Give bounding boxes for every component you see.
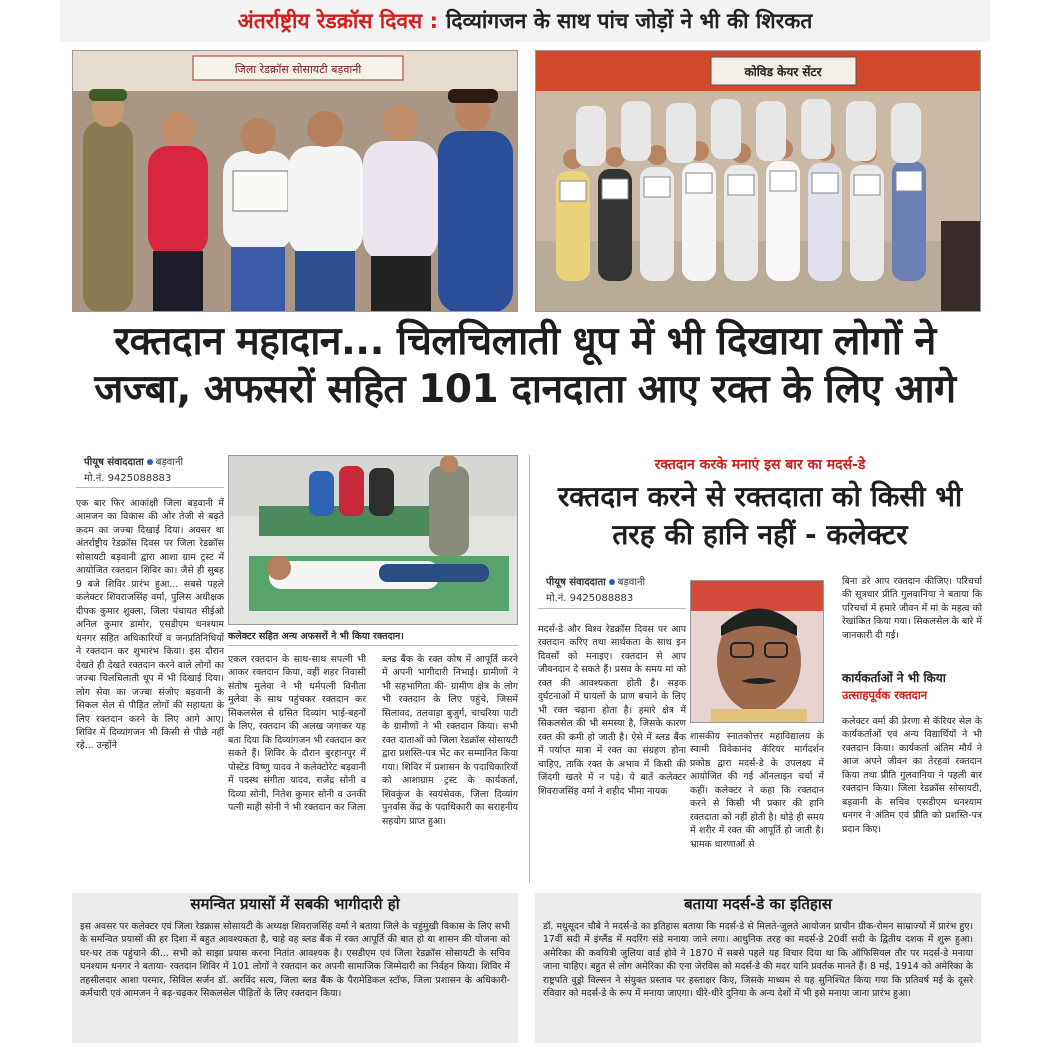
photo2-banner-text: कोविड केयर सेंटर	[744, 65, 822, 79]
article1-byline-mobile: मो.नं. 9425088883	[84, 472, 172, 484]
article2-column-3a: बिना डरे आप रक्तदान कीजिए। परिचर्चा की सूत्रधार प्रीति गुलवानिया ने बताया कि परिचर्चा में हमारे जीवन में मां के महत्व को रेखांकित किया गया। सिकलसेल के बारे में जानकारी दी गई।	[842, 576, 982, 641]
article2-column-1: मदर्स-डे और विश्व रेडक्रॉस दिवस पर आप रक्तदान करिए तथा सार्थकता के साथ इन दिवसों को मनाइए। रक्तदान से आप जीवनदान दे सकते हैं। प्रसव के समय मां को रक्त की आवश्यकता होती है। सड़क दुर्घटनाओं में घायलों के प्राण बचाने के लिए भी रक्त चढ़ाना होता है। हमारे क्षेत्र में सिकलसेल की भी समस्या है, जिसके कारण रक्त की कमी हो जाती है। ऐसे में ब्लड बैंक में पर्याप्त मात्रा में रक्त का संग्रहण होना चाहिए, ताकि रक्त के अभाव में किसी की जिंदगी खतरे में न पड़े। ये बातें कलेक्टर शिवराजसिंह वर्मा ने शहीद भीमा नायक	[538, 624, 686, 797]
article2-byline-place: बड़वानी	[617, 577, 646, 588]
article2-byline-mobile: मो.नं. 9425088883	[546, 592, 634, 604]
photo-blood-donation	[228, 455, 518, 625]
subhead-line-2: उत्साहपूर्वक रक्तदान	[842, 687, 928, 702]
byline-dot-icon	[609, 579, 615, 585]
section-kicker	[60, 0, 990, 42]
photo-caption: कलेक्टर सहित अन्य अफसरों ने भी किया रक्तदान।	[228, 631, 404, 642]
article1-byline	[84, 455, 224, 486]
kicker-lead: अंतर्राष्ट्रीय रेडक्रॉस दिवस :	[237, 9, 438, 33]
article2-byline-name: पीयूष संवाददाता	[546, 577, 606, 588]
article2-kicker: रक्तदान करके मनाएं इस बार का मदर्स-डे	[654, 457, 866, 473]
byline-divider	[538, 608, 686, 609]
photo1-banner-text: जिला रेडक्रॉस सोसायटी बड़वानी	[234, 63, 362, 76]
article2-column-2: शासकीय स्नातकोत्तर महाविद्यालय के स्वामी विवेकानंद कॅरियर मार्गदर्शन प्रकोष्ठ द्वारा मदर्स-डे के उपलक्ष्य में आयोजित की गई ऑनलाइन चर्चा में कहीं। कलेक्टर ने कहा कि रक्तदान करने से किसी भी प्रकार की हानि रक्तदाता को नहीं होती है। थोड़े ही समय में शरीर में रक्त की आपूर्ति हो जाती है। भ्रामक धारणाओं से	[690, 731, 824, 850]
article1-column-3: ब्लड बैंक के रक्त कोष में आपूर्ति करने में अपनी भागीदारी निभाई। ग्रामीणों ने भी सहभागिता की- ग्रामीण क्षेत्र के लोग भी रक्तदान के लिए पहुंचे, जिसमें सिलावद, तलवाड़ा बुजुर्ग, चाचरिया पाटी के ग्रामीणों ने भी रक्तदान किया। सभी रक्त दाताओं को जिला रेडक्रॉस सोसायटी द्वारा प्रशस्ति-पत्र भेंट कर सम्मानित किया गया। शिविर में प्रशासन के पदाधिकारियों को आशाग्राम ट्रस्ट के कार्यकर्ता, शिवकुंज के स्वयंसेवक, जिला दिव्यांग पुनर्वास केंद्र के पदाधिकारी का सराहनीय सहयोग प्राप्त हुआ।	[382, 654, 518, 827]
box2-title: बताया मदर्स-डे का इतिहास	[684, 895, 832, 913]
box1-title: समन्वित प्रयासों में सबकी भागीदारी हो	[190, 895, 400, 913]
byline-dot-icon	[147, 459, 153, 465]
photo-collector-portrait	[690, 580, 824, 723]
caption-divider	[228, 645, 518, 646]
article1-column-1: एक बार फिर आकांक्षी जिला बड़वानी में आमजन का विकास की ओर तेजी से बढ़ते कदम का जज्बा दिखाई दिया। अवसर था अंतर्राष्ट्रीय रेडक्रॉस दिवस पर जिला रेडक्रॉस सोसायटी बड़वानी द्वारा आशा ग्राम ट्रस्ट में आयोजित रक्तदान शिविर का। जैसे ही सुबह 9 बजे शिविर प्रारंभ हुआ... सबसे पहले कलेक्टर शिवराजसिंह वर्मा, पुलिस अधीक्षक दीपक कुमार शुक्ला, जिला पंचायत सीईओ अनिल कुमार डामोर, एसडीएम धनश्याम धनगर सहित अधिकारियों व जनप्रतिनिधियों ने रक्तदान कर शुभारंभ किया। इस दौरान देखते ही देखते रक्तदान करने वाले लोगों का जज्बा चिलचिलाती धूप में भी दिखाई दिया। लोग सेवा का जज्बा संजोए बड़वानी के सिकल सेल से पीड़ित लोगों की सहायता के लिए रक्तदान करने के लिए आगे आए। शिविर में दिव्यांगजन भी किसी से पीछे नहीं रहे... उन्होंने	[76, 498, 224, 752]
photo-group-covid-care-centre	[535, 50, 981, 312]
photo-certificate-ceremony	[72, 50, 518, 312]
article1-column-2: एकल रक्तदान के साथ-साथ सपत्नी भी आकर रक्तदान किया, वहीं शहर निवासी संतोष मुलेवा ने भी धर्मपत्नी विनीता मुलेवा के साथ पहुंचकर रक्तदान कर सिकलसेल से ग्रसित दिव्यांग भाई-बहनों के लिए, रक्तदान की अलख जगाकर यह बता दिया कि दिव्यांगजन भी रक्तदान कर सकते हैं। शिविर के दौरान बुरहानपुर में पोस्टेड विष्णु यादव ने कलेक्टोरेट बड़वानी में पदस्थ संगीता यादव, राजेंद्र सोनी व दिव्या सोनी, नितेश कुमार सोनी व उनकी पत्नी माही सोनी ने भी रक्तदान कर जिला	[228, 654, 366, 814]
article2-subhead	[842, 670, 982, 703]
box1-body: इस अवसर पर कलेक्टर एवं जिला रेडक्रास सोसायटी के अध्यक्ष शिवराजसिंह वर्मा ने बताया जिले के चहुंमुखी विकास के लिए सभी के समन्वित प्रयासों की हर दिशा में बहुत आवश्यकता है, चाहे वह ब्लड बैंक में रक्त आपूर्ति की बात हो या शासन की योजना को घर-घर तक पहुंचाने की... सभी को साझा प्रयास करना नितांत आवश्यक है। एसडीएम एवं जिला रेडक्रॉस सोसायटी के सचिव घनश्याम धनगर ने बताया- रक्तदान शिविर में 101 लोगों ने रक्तदान कर अपनी सामाजिक जिम्मेदारी का निर्वहन किया। शिविर में तहसीलदार आशा परमार, सिविल सर्जन डॉ. अरविंद सत्य, जिला ब्लड बैंक के पैरामेडिकल स्टॉफ, जिला प्रशासन के अधिकारी-कर्मचारी एवं आमजन ने बढ़-चढ़कर सिकलसेल पीड़ितों के लिए रक्तदान किया।	[80, 921, 510, 1000]
main-headline	[70, 318, 980, 414]
article2-column-3b: कलेक्टर वर्मा की प्रेरणा से कॅरियर सेल के कार्यकर्ताओं एवं अन्य विद्यार्थियों ने भी रक्तदान किया। कार्यकर्ता अंतिम मौर्य ने आज अपने जीवन का तेरहवां रक्तदान किया तथा प्रीति गुलवानिया ने पहली बार रक्तदान किया। जिला रेडक्रॉस सोसायटी, बड़वानी के सचिव एसडीएम धनश्याम धनगर ने अंतिम एवं प्रीति को प्रशस्ति-पत्र प्रदान किए।	[842, 716, 982, 835]
headline-line-2: जज्बा, अफसरों सहित 101 दानदाता आए रक्त के लिए आगे	[94, 366, 956, 412]
article2-byline	[546, 575, 686, 606]
kicker-text: दिव्यांगजन के साथ पांच जोड़ों ने भी की शिरकत	[445, 9, 813, 33]
article1-byline-place: बड़वानी	[155, 457, 184, 468]
headline-line-1: रक्तदान महादान... चिलचिलाती धूप में भी दिखाया लोगों ने	[114, 319, 936, 364]
byline-divider	[76, 487, 224, 488]
article2-headline: रक्तदान करने से रक्तदाता को किसी भी तरह की हानि नहीं - कलेक्टर	[557, 480, 963, 551]
subhead-line-1: कार्यकर्ताओं ने भी किया	[842, 671, 946, 685]
article1-byline-name: पीयूष संवाददाता	[84, 457, 144, 468]
box2-body: डॉ. मधुसूदन चौबे ने मदर्स-डे का इतिहास बताया कि मदर्स-डे से मिलते-जुलते आयोजन प्राचीन ग्रीक-रोमन साम्राज्यों में प्रारंभ हुए। 17वीं सदी में इंग्लैंड में मदरिंग संडे मनाया जाने लगा। आधुनिक तरह का मदर्स-डे 20वीं सदी के द्वितीय दशक में शुरू हुआ। अमेरिका की कवयित्री जुलिया वार्ड होवे ने 1870 में सबसे पहले यह विचार दिया था कि ऑफिसियल तौर पर मदर्स-डे मनाया जाना चाहिए। बहुत से लोग अमेरिका की एना जेरविस को मदर्स-डे की मदर यानि प्रवर्तक मानते हैं। 8 मई, 1914 को अमेरिका के राष्ट्रपति वुड्रो विल्सन ने संयुक्त प्रस्ताव पर हस्ताक्षर किए, जिसके माध्यम से यह सुनिश्चित किया गया कि प्रतिवर्ष मई के दूसरे रविवार को मदर्स-डे के रूप में मनाया जाएगा। धीरे-धीरे दुनिया के अन्य देशों में भी इसे मनाया जाना प्रारंभ हुआ।	[543, 921, 973, 1000]
column-divider	[529, 455, 530, 883]
